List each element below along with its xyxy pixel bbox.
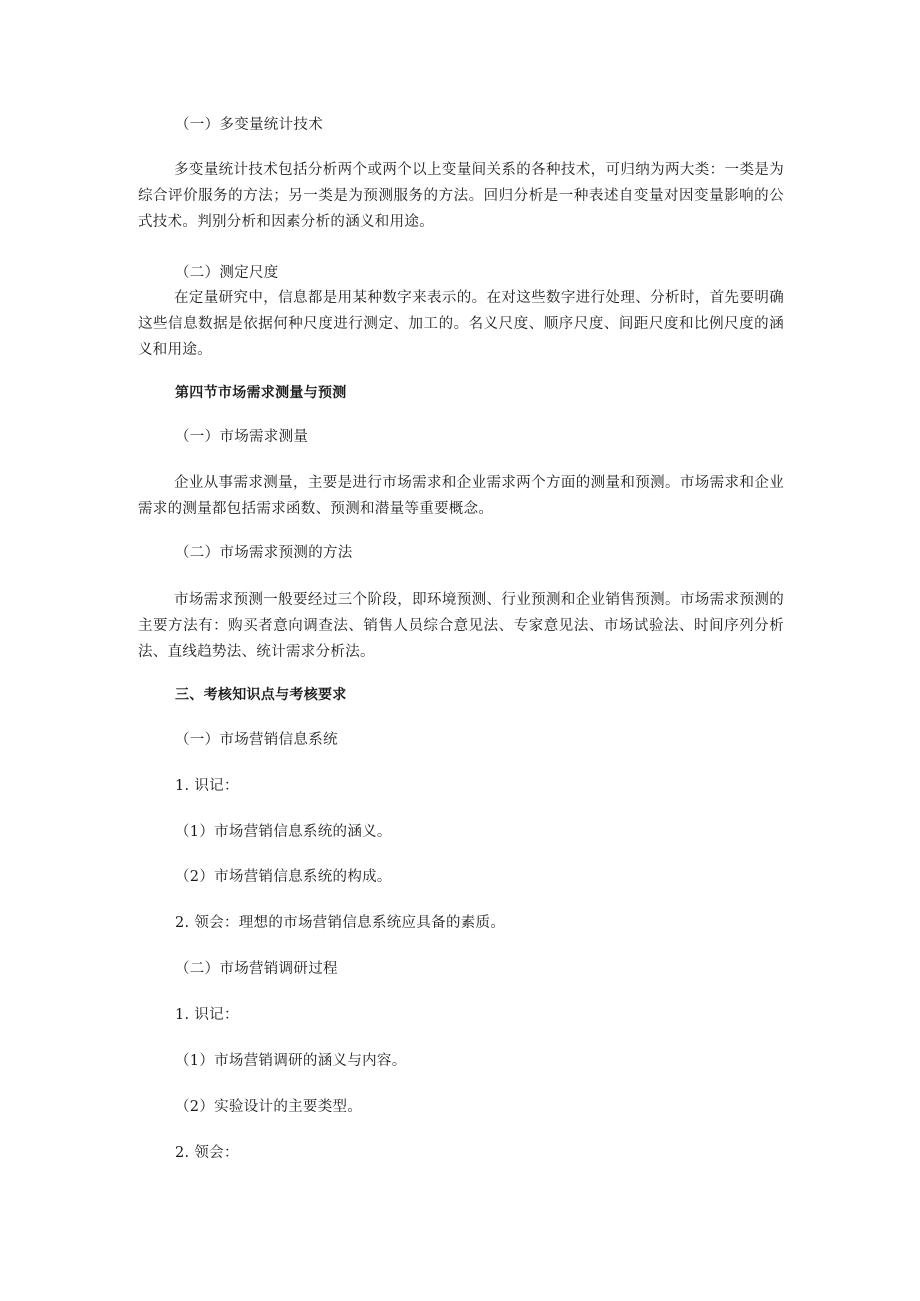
paragraph-demand-measurement: 企业从事需求测量，主要是进行市场需求和企业需求两个方面的测量和预测。市场需求和企业需求的测量都包括需求函数、预测和潜量等重要概念。 bbox=[138, 475, 784, 517]
section-heading-demand-measurement: （一）市场需求测量 bbox=[175, 429, 309, 445]
understand-label: 2. 领会：理想的市场营销信息系统应具备的素质。 bbox=[175, 915, 506, 931]
part-title: 三、考核知识点与考核要求 bbox=[175, 687, 347, 703]
list-item: （1）市场营销调研的涵义与内容。 bbox=[175, 1053, 407, 1069]
list-item: （1）市场营销信息系统的涵义。 bbox=[175, 824, 392, 840]
list-item: （2）实验设计的主要类型。 bbox=[175, 1099, 363, 1115]
list-item: （2）市场营销信息系统的构成。 bbox=[175, 869, 392, 885]
knowledge-heading-mis: （一）市场营销信息系统 bbox=[175, 732, 338, 748]
recall-label: 1. 识记： bbox=[175, 1007, 239, 1023]
section-heading-demand-forecast: （二）市场需求预测的方法 bbox=[175, 545, 353, 561]
paragraph-measurement-scale: 在定量研究中，信息都是用某种数字来表示的。在对这些数字进行处理、分析时，首先要明确这些信息数据是依据何种尺度进行测定、加工的。名义尺度、顺序尺度、间距尺度和比例尺度的涵义和用途。 bbox=[138, 290, 784, 358]
chapter-section-title: 第四节市场需求测量与预测 bbox=[175, 385, 347, 401]
knowledge-heading-research: （二）市场营销调研过程 bbox=[175, 961, 338, 977]
paragraph-demand-forecast: 市场需求预测一般要经过三个阶段，即环境预测、行业预测和企业销售预测。市场需求预测的主要方法有：购买者意向调查法、销售人员综合意见法、专家意见法、市场试验法、时间序列分析法、直线趋势法、统计需求分析法。 bbox=[138, 592, 784, 660]
understand-label: 2. 领会： bbox=[175, 1145, 239, 1161]
paragraph-multivariate: 多变量统计技术包括分析两个或两个以上变量间关系的各种技术，可归纳为两大类：一类是为综合评价服务的方法；另一类是为预测服务的方法。回归分析是一种表述自变量对因变量影响的公式技术。判别分析和因素分析的涵义和用途。 bbox=[138, 162, 784, 230]
recall-label: 1. 识记： bbox=[175, 778, 239, 794]
section-heading-multivariate: （一）多变量统计技术 bbox=[175, 117, 323, 133]
section-heading-measurement-scale: （二）测定尺度 bbox=[175, 265, 279, 281]
